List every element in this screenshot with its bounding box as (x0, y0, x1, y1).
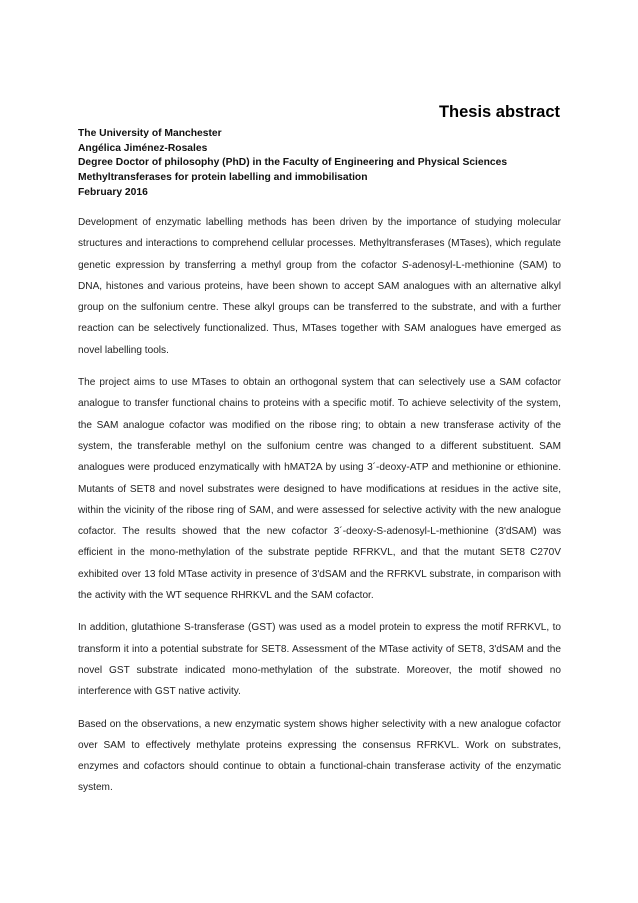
paragraph-1-italic: S (401, 259, 409, 271)
thesis-title: Methyltransferases for protein labelling and immobilisation (78, 172, 368, 184)
degree-line: Degree Doctor of philosophy (PhD) in the Faculty of Engineering and Physical Sciences (78, 157, 508, 169)
author-name: Angélica Jiménez-Rosales (78, 142, 208, 154)
thesis-header (78, 127, 560, 201)
abstract-body (78, 212, 561, 810)
submission-date: February 2016 (78, 186, 148, 198)
paragraph-1-text-a: Development of enzymatic labelling methods has been driven by the importance of studying molecular structures and interactions to comprehend cellular processes. Methyltransferases (MTases), which regulate genetic expression by transferring a methyl group from the cofactor (78, 217, 561, 271)
abstract-paragraph-1 (78, 212, 561, 361)
abstract-paragraph-3: In addition, glutathione S-transferase (GST) was used as a model protein to express the motif RFRKVL, to transform it into a potential substrate for SET8. Assessment of the MTase activity of SET8, 3'dSAM and the novel GST substrate indicated mono-methylation of the substrate. Moreover, the motif showed no interference with GST native activity. (78, 622, 561, 698)
page-title: Thesis abstract (438, 103, 560, 121)
abstract-paragraph-2: The project aims to use MTases to obtain an orthogonal system that can selectively use a SAM cofactor analogue to transfer functional chains to proteins with a specific motif. To achieve selectivity of the system, the SAM analogue cofactor was modified on the ribose ring; to obtain a new transferase activity of the system, the transferable methyl on the sulfonium centre was changed to a different substituent. SAM analogues were produced enzymatically with hMAT2A by using 3´-deoxy-ATP and methionine or ethionine. Mutants of SET8 and novel substrates were designed to have modifications at residues in the active site, within the vicinity of the ribose ring of SAM, and were assessed for selective activity with the new analogue cofactor. The results showed that the new cofactor 3´-deoxy-S-adenosyl-L-methionine (3'dSAM) was efficient in the mono-methylation of the substrate peptide RFRKVL, and that the mutant SET8 C270V exhibited over 13 fold MTase activity in presence of 3'dSAM and the RFRKVL substrate, in comparison with the activity with the WT sequence RHRKVL and the SAM cofactor. (78, 377, 561, 602)
abstract-paragraph-4: Based on the observations, a new enzymatic system shows higher selectivity with a new analogue cofactor over SAM to effectively methylate proteins expressing the consensus RFRKVL. Work on substrates, enzymes and cofactors should continue to obtain a functional-chain transferase activity of the enzymatic system. (78, 718, 561, 794)
university-name: The University of Manchester (78, 128, 222, 139)
paragraph-1-text-b: -adenosyl-L-methionine (SAM) to DNA, histones and various proteins, have been shown to accept SAM analogues with an alternative alkyl group on the sulfonium centre. These alkyl groups can be transferred to the substrate, and with a further reaction can be selectively functionalized. Thus, MTases together with SAM analogues have emerged as novel labelling tools. (78, 259, 561, 356)
